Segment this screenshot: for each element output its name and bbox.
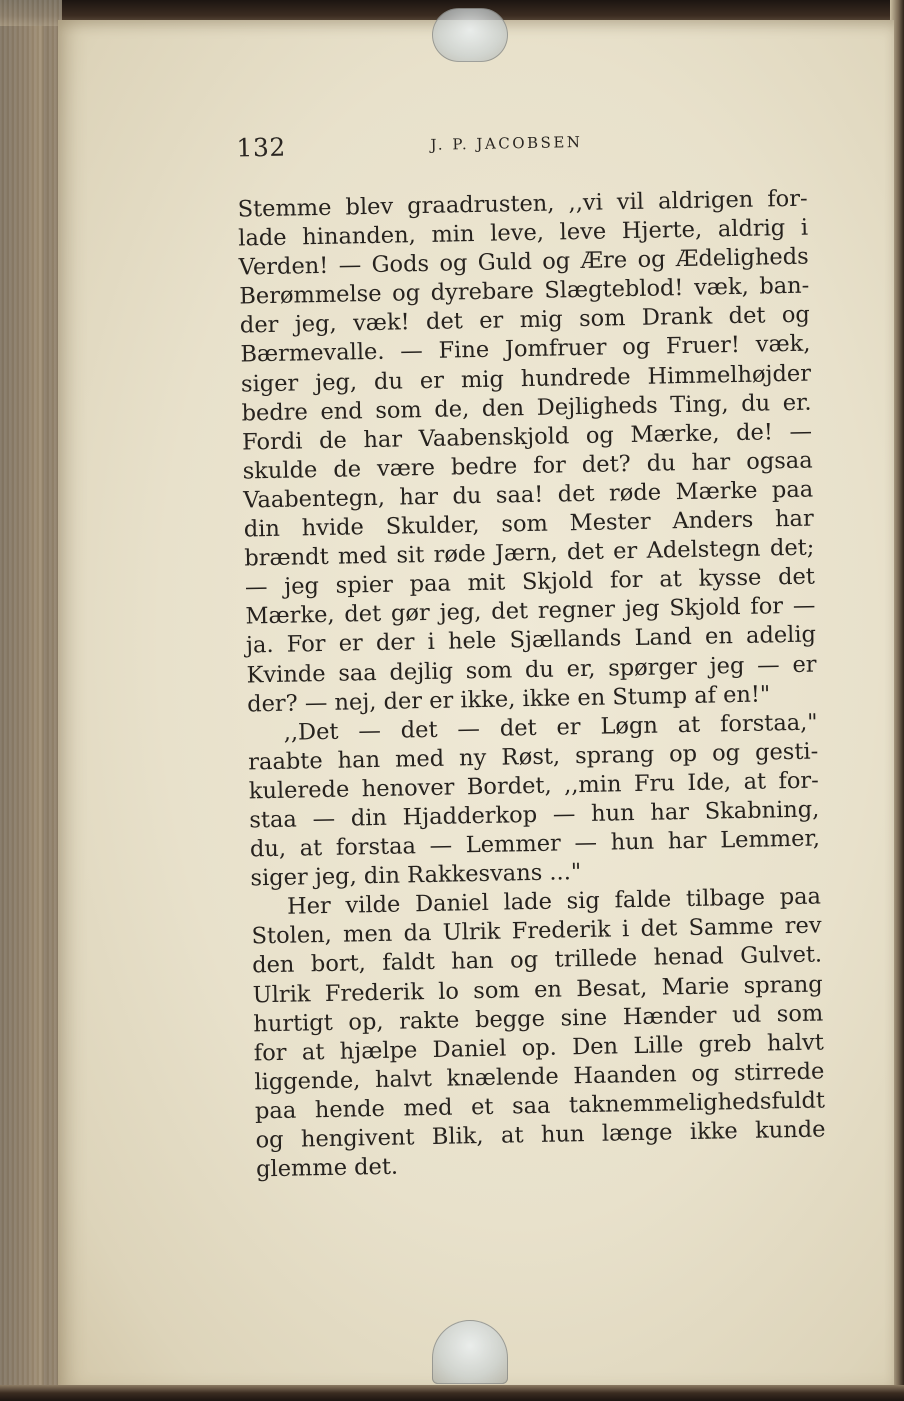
- text-line: den bort, faldt han og trillede henad Gulvet.: [251, 941, 823, 979]
- text-line: for at hjælpe Daniel op. Den Lille greb halvt: [253, 1029, 825, 1067]
- text-line: glemme det.: [255, 1153, 399, 1183]
- running-head: J. P. JACOBSEN: [430, 132, 583, 154]
- text-line: Stemme blev graadrusten, ,,vi vil aldrigen for-: [237, 185, 808, 223]
- text-line: raabte han med ny Røst, sprang op og gesti-: [248, 738, 819, 776]
- text-line: Kvinde saa dejlig som du er, spørger jeg — er: [246, 651, 817, 688]
- text-line: Stolen, men da Ulrik Frederik i det Samme rev: [251, 912, 822, 950]
- text-line: lade hinanden, min leve, leve Hjerte, aldrig i: [237, 214, 809, 252]
- text-line: paa hende med et saa taknemmelighedsfuldt: [254, 1087, 826, 1125]
- text-line: du, at forstaa — Lemmer — hun har Lemmer,: [249, 825, 821, 863]
- text-line: Vaabentegn, har du saa! det røde Mærke paa: [243, 476, 814, 514]
- text-line: brændt med sit røde Jærn, det er Adelstegn det;: [244, 534, 815, 572]
- text-line: bedre end som de, den Dejligheds Ting, du er.: [241, 389, 812, 427]
- body-text: [237, 185, 826, 1185]
- page-number: 132: [236, 132, 286, 163]
- text-line: Berømmelse og dyrebare Slægteblod! væk, ban-: [239, 272, 810, 310]
- text-line: kulerede henover Bordet, ,,min Fru Ide, at for-: [248, 767, 819, 805]
- text-line: staa — din Hjadderkop — hun har Skabning,: [249, 796, 820, 834]
- text-line: Bærmevalle. — Fine Jomfruer og Fruer! væk,: [240, 331, 811, 368]
- text-line: siger jeg, du er mig hundrede Himmelhøjder: [240, 360, 812, 398]
- text-line: siger jeg, din Rakkesvans ...": [250, 859, 582, 892]
- text-line: Fordi de har Vaabenskjold og Mærke, de! —: [241, 418, 813, 456]
- text-line: Mærke, det gør jeg, det regner jeg Skjold for —: [245, 592, 816, 630]
- page-header: [236, 126, 607, 173]
- text-line: din hvide Skulder, som Mester Anders har: [243, 505, 814, 543]
- text-line: Ulrik Frederik lo som en Besat, Marie sprang: [252, 970, 823, 1008]
- text-line: og hengivent Blik, at hun længe ikke kunde: [255, 1116, 826, 1154]
- text-line: ja. For er der i hele Sjællands Land en adelig: [245, 621, 817, 659]
- text-line: ,,Det — det — det er Løgn at forstaa,": [283, 709, 818, 746]
- text-line: liggende, halvt knælende Haanden og stirrede: [254, 1058, 825, 1096]
- text-line: skulde de være bedre for det? du har ogsaa: [242, 447, 813, 485]
- text-line: Verden! — Gods og Guld og Ære og Ædeligheds: [238, 243, 809, 281]
- text-line: hurtigt op, rakte begge sine Hænder ud som: [253, 1000, 824, 1038]
- text-line: Her vilde Daniel lade sig falde tilbage paa: [286, 883, 822, 920]
- text-line: — jeg spier paa mit Skjold for at kysse det: [244, 563, 816, 601]
- text-line: der jeg, væk! det er mig som Drank det og: [239, 301, 811, 339]
- text-line: der? — nej, der er ikke, ikke en Stump af en!": [246, 680, 771, 718]
